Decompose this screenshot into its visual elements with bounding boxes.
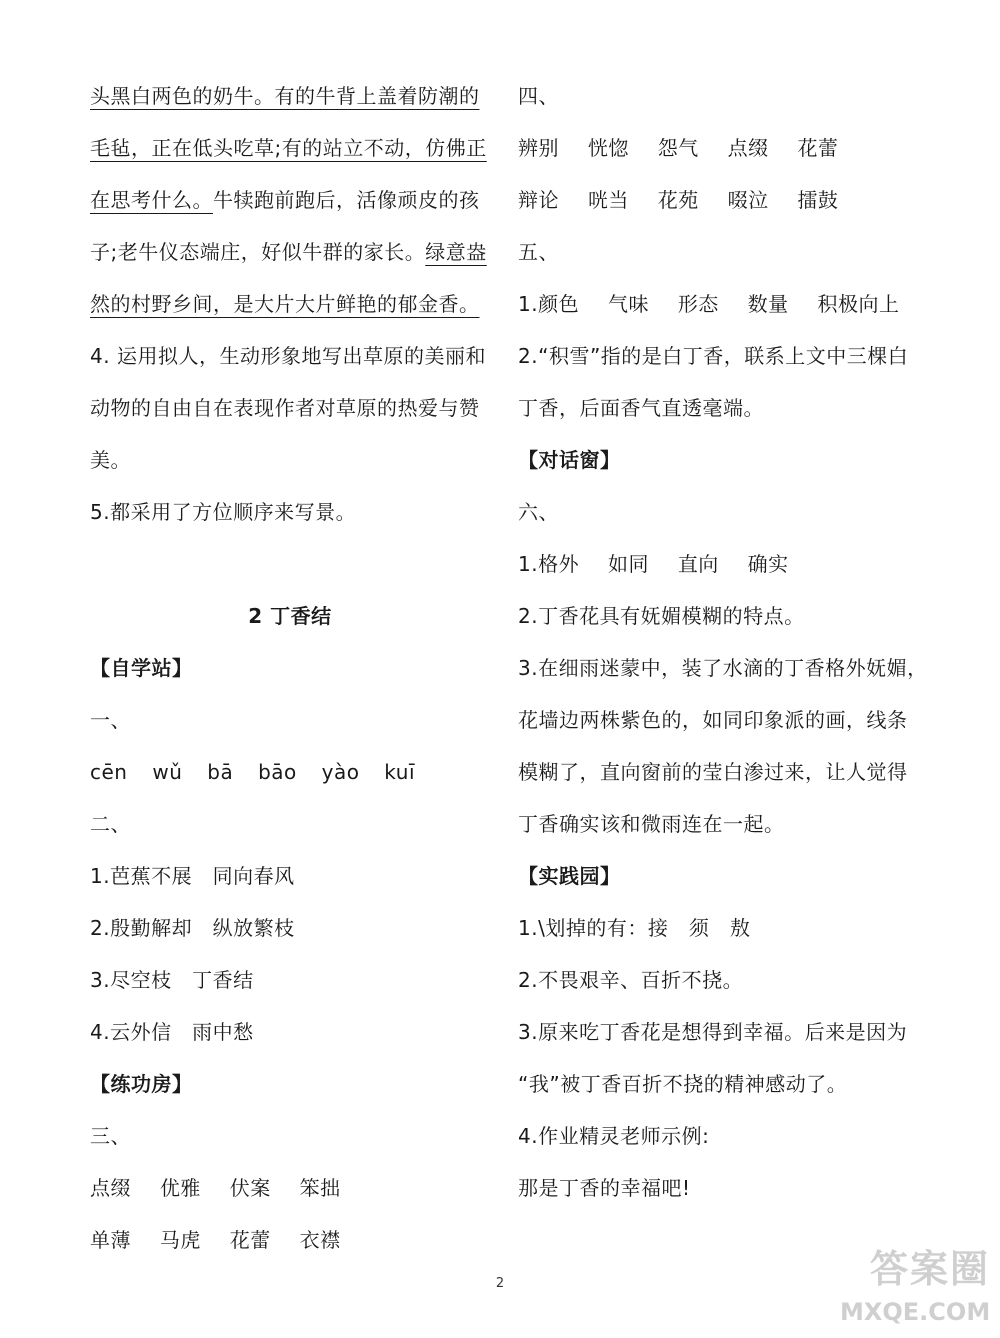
word-row [90, 1162, 490, 1214]
word-item: 单薄 [90, 1228, 131, 1252]
word-item: 确实 [747, 552, 789, 576]
watermark-text: 答案圈 [869, 1247, 990, 1291]
question-number: 五、 [518, 240, 559, 264]
section-title: 2 丁香结 [248, 604, 332, 628]
word-item: 花苑 [657, 188, 699, 212]
right-column [518, 70, 938, 1214]
plain-text: 子;老牛仪态端庄，好似牛群的家长。 [90, 240, 426, 264]
answer-text-line: 1.\划掉的有：接 须 敖 [518, 916, 751, 940]
word-row [518, 122, 938, 174]
answer-text-line: 2.“积雪”指的是白丁香，联系上文中三棵白 [518, 344, 909, 368]
spacer [90, 538, 490, 590]
answer-text-line: 4.作业精灵老师示例: [518, 1124, 710, 1148]
pinyin-item: yào [321, 760, 360, 784]
answer-text-line: 美。 [90, 448, 131, 472]
question-number: 三、 [90, 1124, 131, 1148]
word-item: 1.颜色 [518, 292, 580, 316]
pinyin-item: wǔ [152, 760, 183, 784]
word-item: 怨气 [657, 136, 699, 160]
watermark-url: MXQE.COM [840, 1298, 991, 1326]
word-item: 咣当 [587, 188, 629, 212]
answer-text-line: 3.尽空枝 丁香结 [90, 968, 254, 992]
answer-text-line: “我”被丁香百折不挠的精神感动了。 [518, 1072, 848, 1096]
question-number: 一、 [90, 708, 131, 732]
pinyin-row [90, 746, 490, 798]
answer-text-line: 模糊了，直向窗前的莹白渗过来，让人觉得 [518, 760, 908, 784]
word-item: 辩论 [518, 188, 559, 212]
pinyin-item: bā [207, 760, 234, 784]
pinyin-item: bāo [258, 760, 297, 784]
section-heading-shijianyuan: 【实践园】 [518, 864, 621, 888]
word-item: 数量 [747, 292, 789, 316]
underlined-text: 在思考什么。 [90, 188, 213, 212]
pinyin-item: kuī [384, 760, 415, 784]
word-item: 笨拙 [299, 1176, 341, 1200]
answer-text-line: 丁香，后面香气直透毫端。 [518, 396, 764, 420]
watermark-logo [840, 1238, 990, 1328]
word-item: 花蕾 [797, 136, 839, 160]
answer-text-line: 那是丁香的幸福吧! [518, 1176, 691, 1200]
answer-text-line [90, 226, 490, 278]
answer-text-line: 动物的自由自在表现作者对草原的热爱与赞 [90, 396, 480, 420]
answer-text-line: 丁香确实该和微雨连在一起。 [518, 812, 785, 836]
word-item: 擂鼓 [797, 188, 839, 212]
left-column [90, 70, 490, 1266]
word-item: 马虎 [159, 1228, 201, 1252]
section-heading-zixuezhan: 【自学站】 [90, 656, 193, 680]
answer-text-line [90, 174, 490, 226]
answer-text-line: 3.原来吃丁香花是想得到幸福。后来是因为 [518, 1020, 908, 1044]
answer-text-line: 毛毡，正在低头吃草;有的站立不动，仿佛正 [90, 136, 487, 160]
word-item: 辨别 [518, 136, 559, 160]
answer-text-line: 2.不畏艰辛、百折不挠。 [518, 968, 744, 992]
section-heading-duihuachuang: 【对话窗】 [518, 448, 621, 472]
word-item: 如同 [607, 552, 649, 576]
answer-text-line: 然的村野乡间，是大片大片鲜艳的郁金香。 [90, 292, 480, 316]
word-item: 1.格外 [518, 552, 580, 576]
page-number: 2 [495, 1276, 505, 1291]
answer-text-line: 头黑白两色的奶牛。有的牛背上盖着防潮的 [90, 84, 480, 108]
answer-text-line: 4. 运用拟人，生动形象地写出草原的美丽和 [90, 344, 486, 368]
word-row [518, 278, 938, 330]
word-item: 伏案 [229, 1176, 271, 1200]
word-item: 形态 [677, 292, 719, 316]
pinyin-item: cēn [90, 760, 128, 784]
underlined-text: 绿意盎 [425, 240, 487, 264]
word-item: 衣襟 [299, 1228, 341, 1252]
answer-text-line: 花墙边两株紫色的，如同印象派的画，线条 [518, 708, 908, 732]
word-item: 优雅 [159, 1176, 201, 1200]
question-number: 六、 [518, 500, 559, 524]
question-number: 四、 [518, 84, 559, 108]
word-item: 直向 [677, 552, 719, 576]
answer-text-line: 5.都采用了方位顺序来写景。 [90, 500, 357, 524]
word-row [518, 174, 938, 226]
answer-text-line: 1.芭蕉不展 同向春风 [90, 864, 295, 888]
word-item: 气味 [607, 292, 649, 316]
word-item: 点缀 [727, 136, 769, 160]
answer-text-line: 2.丁香花具有妩媚模糊的特点。 [518, 604, 805, 628]
word-item: 积极向上 [817, 292, 900, 316]
answer-text-line: 3.在细雨迷蒙中，装了水滴的丁香格外妩媚， [518, 656, 928, 680]
word-item: 啜泣 [727, 188, 769, 212]
answer-text-line: 4.云外信 雨中愁 [90, 1020, 254, 1044]
word-item: 点缀 [90, 1176, 131, 1200]
plain-text: 牛犊跑前跑后，活像顽皮的孩 [213, 188, 480, 212]
word-item: 恍惚 [587, 136, 629, 160]
question-number: 二、 [90, 812, 131, 836]
word-row [518, 538, 938, 590]
answer-text-line: 2.殷勤解却 纵放繁枝 [90, 916, 295, 940]
word-row [90, 1214, 490, 1266]
section-heading-liangongfang: 【练功房】 [90, 1072, 193, 1096]
word-item: 花蕾 [229, 1228, 271, 1252]
